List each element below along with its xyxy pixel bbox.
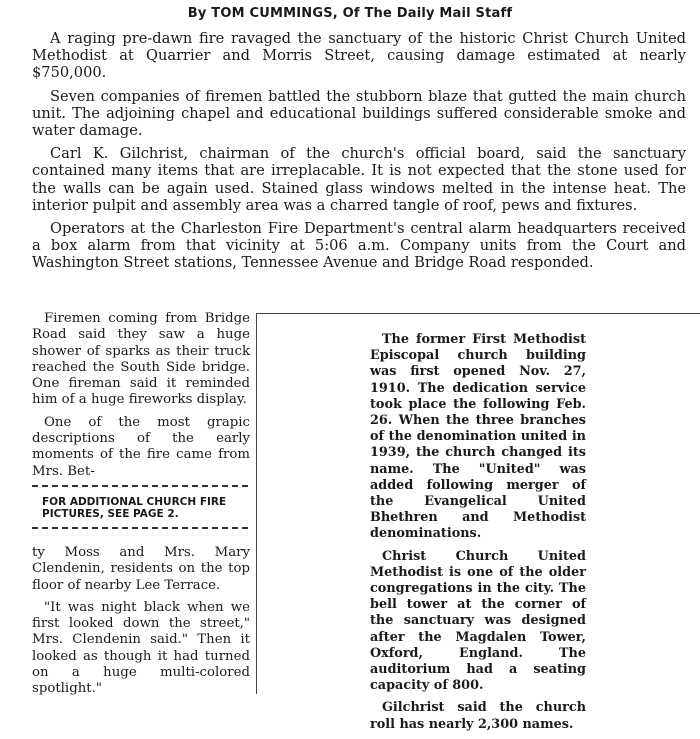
lead-paragraph: Seven companies of firemen battled the stubborn blaze that gutted the main church unit. The adjoining chapel and educational buildings suffered considerable smoke and water damage. bbox=[32, 87, 686, 140]
note-line: PICTURES, SEE PAGE 2. bbox=[42, 508, 179, 520]
byline: By TOM CUMMINGS, Of The Daily Mail Staff bbox=[187, 6, 513, 21]
note-line: FOR ADDITIONAL CHURCH FIRE bbox=[42, 496, 227, 508]
left-paragraph: One of the most grapic descriptions of the early moments of the fire came from Mrs. Bet- bbox=[32, 414, 250, 479]
left-paragraph: Firemen coming from Bridge Road said they saw a huge shower of sparks as their truck reached the South Side bridge. One fireman said it reminded him of a huge fireworks display. bbox=[32, 311, 250, 408]
sidebar-paragraph: Christ Church United Methodist is one of the older congregations in the city. The bell tower at the corner of the sanctuary was designed after the Magdalen Tower, Oxford, England. The auditorium had a seating capacity of 800. bbox=[370, 548, 586, 694]
lead-paragraph: Carl K. Gilchrist, chairman of the church's official board, said the sanctuary contained many items that are irreplacable. It is not expected that the stone used for the walls can be again used. Stained glass windows melted in the intense heat. The interior pulpit and assembly area was a charred tangle of roof, pews and fixtures. bbox=[32, 145, 686, 214]
left-column-continued bbox=[32, 545, 250, 704]
pictures-note-box bbox=[32, 485, 248, 529]
sidebar-paragraph: The former First Methodist Episcopal church building was first opened Nov. 27, 1910. The dedication service took place the following Feb. 26. When the three branches of the denomination united in 1939, the church changed its name. The "United" was added following merger of the Evangelical United Bhethren and Methodist denominations. bbox=[370, 332, 586, 542]
left-column bbox=[32, 311, 250, 486]
sidebar-paragraph: Gilchrist said the church roll has nearly 2,300 names. bbox=[370, 700, 586, 732]
left-paragraph: ty Moss and Mrs. Mary Clendenin, residents on the top floor of nearby Lee Terrace. bbox=[32, 545, 250, 593]
sidebar-rule-vertical bbox=[256, 313, 257, 694]
history-sidebar bbox=[370, 332, 586, 739]
lead-paragraph: A raging pre-dawn fire ravaged the sanctuary of the historic Christ Church United Methodist at Quarrier and Morris Street, causing damage estimated at nearly $750,000. bbox=[32, 30, 686, 82]
sidebar-rule-horizontal bbox=[256, 313, 700, 314]
lead-story bbox=[32, 30, 686, 278]
left-paragraph: "It was night black when we first looked down the street," Mrs. Clendenin said." Then it looked as though it had turned on a huge multi-colored spotlight." bbox=[32, 599, 250, 697]
lead-paragraph: Operators at the Charleston Fire Department's central alarm headquarters received a box alarm from that vicinity at 5:06 a.m. Company units from the Court and Washington Street stations, Tennessee Avenue and Bridge Road responded. bbox=[32, 220, 686, 272]
